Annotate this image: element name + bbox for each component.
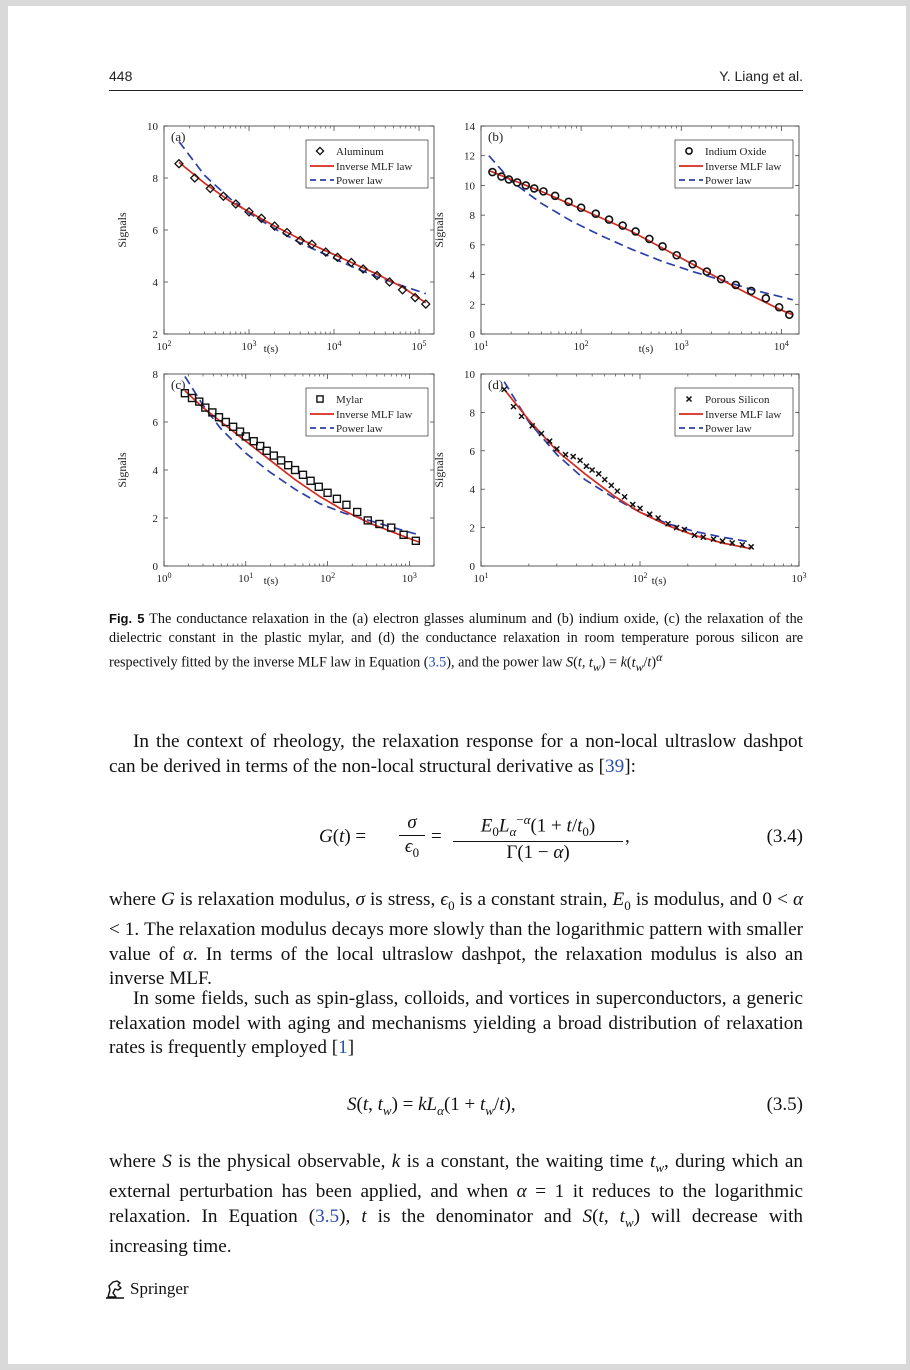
x-tick-label: $10^1$ <box>473 339 489 353</box>
y-tick-label: 8 <box>152 173 158 185</box>
paragraph-relaxation-modulus: where G is relaxation modulus, σ is stress, $\epsilon_0$ is a constant strain, $E_0$ is modulus, and 0 < α < 1. The relaxation modulus decays more slowly than the logarithmic pattern with smaller value of α. In terms of the local ultraslow dashpot, the relaxation modulus is also an inverse MLF. <box>109 889 804 990</box>
x-tick-label: $10^2$ <box>156 339 172 353</box>
y-tick-label: 4 <box>152 277 158 289</box>
legend-label-mlf: Inverse MLF law <box>705 161 782 173</box>
publisher-logo <box>104 1278 189 1300</box>
y-axis-label: Signals <box>432 212 446 248</box>
y-tick-label: 4 <box>152 465 158 477</box>
x-tick-label: $10^4$ <box>773 339 789 353</box>
y-tick-label: 6 <box>152 225 158 237</box>
y-axis-label: Signals <box>115 452 129 488</box>
y-tick-label: 0 <box>152 561 158 573</box>
y-tick-label: 2 <box>469 522 475 535</box>
legend-label-power: Power law <box>336 423 383 435</box>
equation-number-3-4: (3.4) <box>766 826 803 847</box>
legend-label-data: Aluminum <box>336 146 384 158</box>
y-tick-label: 0 <box>469 561 475 573</box>
y-tick-label: 10 <box>147 121 158 133</box>
legend <box>306 388 428 436</box>
panel-tag: (b) <box>488 129 504 144</box>
figure-5 <box>109 112 807 596</box>
x-tick-label: $10^2$ <box>320 571 336 585</box>
x-tick-label: $10^1$ <box>238 571 254 585</box>
y-axis-label: Signals <box>115 212 129 248</box>
equation-3-5: S(t, $t_w) = kL_\alpha(1 + t_w/t)$, (3.5) <box>347 1094 803 1118</box>
x-tick-label: $10^3$ <box>673 339 689 353</box>
x-axis-label: t(s) <box>263 575 279 587</box>
publisher-name: Springer <box>130 1279 189 1298</box>
y-axis-label: Signals <box>432 452 446 488</box>
paragraph-rheology: In the context of rheology, the relaxation response for a non-local ultraslow dashpot can be derived in terms of the non-local structural derivative as [39]: <box>109 731 803 777</box>
equation-3-4: G(t) = σ $\epsilon_0$ = $E_0L_\alpha^{-\alpha}(1 + t/t_0)$ Γ(1 − α) , (3.4) <box>319 812 803 864</box>
springer-horse-icon <box>104 1278 126 1300</box>
legend-label-data: Porous Silicon <box>705 394 770 406</box>
x-tick-label: $10^2$ <box>573 339 589 353</box>
y-tick-label: 4 <box>469 269 475 282</box>
y-tick-label: 2 <box>469 299 475 312</box>
legend <box>675 388 793 436</box>
y-tick-label: 6 <box>469 445 475 458</box>
header-rule <box>109 90 803 91</box>
x-axis-label: t(s) <box>263 343 279 355</box>
legend-label-power: Power law <box>705 423 752 435</box>
citation-39[interactable]: 39 <box>605 755 625 777</box>
y-tick-label: 14 <box>464 121 475 133</box>
panel-b <box>432 121 799 355</box>
x-axis-label: t(s) <box>638 343 654 355</box>
legend-label-data: Mylar <box>336 394 363 406</box>
panel-tag: (c) <box>171 377 186 392</box>
figure-caption: Fig. 5 The conductance relaxation in the (a) electron glasses aluminum and (b) indium oxide, (c) the relaxation of the dielectric constant in the plastic mylar, and (d) the conductance relaxation in room temperature porous silicon are respectively fitted by the inverse MLF law in Equation (3.5), and the power law S(t, $t_w) = k(t_w/t)^\alpha$ <box>109 611 803 674</box>
y-tick-label: 2 <box>152 513 158 525</box>
x-tick-label: $10^3$ <box>401 571 417 585</box>
paragraph-spin-glass: In some fields, such as spin-glass, colloids, and vortices in superconductors, a generic relaxation model with aging and mechanisms yielding a broad distribution of relaxation rates is frequently employed [1] <box>109 988 803 1058</box>
panel-d <box>432 369 807 587</box>
x-tick-label: $10^3$ <box>791 571 807 585</box>
legend-label-power: Power law <box>705 175 752 187</box>
legend-label-power: Power law <box>336 175 383 187</box>
y-tick-label: 6 <box>152 417 158 429</box>
legend-label-mlf: Inverse MLF law <box>705 409 782 421</box>
y-tick-label: 12 <box>464 150 475 163</box>
page-number: 448 <box>109 68 133 84</box>
y-tick-label: 8 <box>152 369 158 381</box>
x-tick-label: $10^5$ <box>411 339 427 353</box>
y-tick-label: 6 <box>469 239 475 252</box>
y-tick-label: 2 <box>152 329 158 341</box>
panel-tag: (a) <box>171 129 186 144</box>
legend <box>306 140 428 188</box>
legend <box>675 140 793 188</box>
legend-label-data: Indium Oxide <box>705 146 767 158</box>
y-tick-label: 0 <box>469 329 475 341</box>
x-tick-label: $10^4$ <box>326 339 342 353</box>
panel-tag: (d) <box>488 377 504 392</box>
running-head-authors: Y. Liang et al. <box>719 68 803 84</box>
y-tick-label: 10 <box>464 369 475 381</box>
y-tick-label: 10 <box>464 180 475 193</box>
panel-a <box>115 121 434 355</box>
x-tick-label: $10^0$ <box>156 571 172 585</box>
legend-label-mlf: Inverse MLF law <box>336 409 413 421</box>
x-axis-label: t(s) <box>651 575 667 587</box>
x-tick-label: $10^1$ <box>473 571 489 585</box>
y-tick-label: 8 <box>469 210 475 223</box>
equation-number-3-5: (3.5) <box>766 1094 803 1115</box>
legend-label-mlf: Inverse MLF law <box>336 161 413 173</box>
page <box>8 6 906 1364</box>
x-tick-label: $10^2$ <box>632 571 648 585</box>
x-tick-label: $10^3$ <box>241 339 257 353</box>
citation-1[interactable]: 1 <box>338 1037 348 1058</box>
paragraph-observable: where S is the physical observable, k is a constant, the waiting time $t_w$, during which an external perturbation has been applied, and when α = 1 it reduces to the logarithmic relaxation. In Equation (3.5), t is the denominator and S(t, $t_w$) will decrease with increasing time. <box>109 1151 804 1258</box>
panel-c <box>115 369 434 587</box>
y-tick-label: 8 <box>469 407 475 420</box>
caption-label: Fig. 5 <box>109 611 145 626</box>
y-tick-label: 4 <box>469 484 475 497</box>
